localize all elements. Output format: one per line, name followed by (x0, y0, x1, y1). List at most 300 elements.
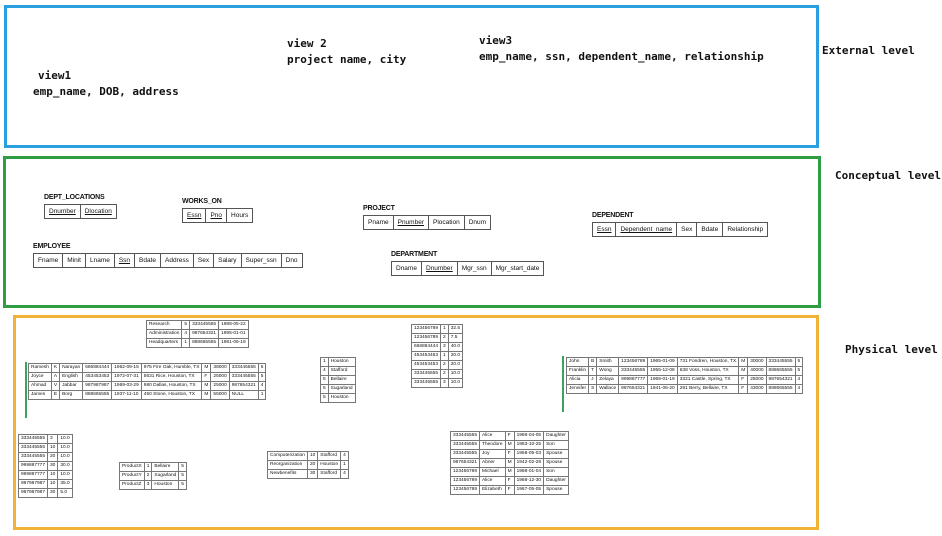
view1 (33, 68, 179, 100)
table-cell: F (739, 385, 748, 394)
table-cell: Zelaya (597, 376, 619, 385)
entity-attribute: Bdate (134, 253, 161, 268)
table-row (567, 367, 803, 376)
table-cell: 333445555 (19, 435, 48, 444)
table-row (29, 364, 266, 373)
table-cell: 1986-04-05 (514, 432, 544, 441)
entity-attribute: Essn (182, 208, 206, 223)
table-cell: K (51, 364, 59, 373)
entity-attribute: Dlocation (80, 204, 117, 219)
table-cell: John (567, 358, 589, 367)
entity-department (391, 251, 544, 276)
table-cell: 450 Stone, Houston, TX (141, 391, 202, 400)
table-cell: 40.0 (448, 343, 462, 352)
view1-attributes: emp_name, DOB, address (33, 85, 179, 98)
table-row (29, 373, 266, 382)
table-cell: Theodore (480, 441, 506, 450)
table-cell: 25000 (211, 373, 229, 382)
table-cell: 333445555 (229, 364, 258, 373)
table-cell: 888665555 (766, 367, 795, 376)
table-cell: 3 (441, 379, 449, 388)
table-cell: T (589, 367, 597, 376)
table-row (147, 321, 249, 330)
entity-attribute: Pnumber (393, 215, 429, 230)
table-cell: Administration (147, 330, 182, 339)
table-cell: M (505, 468, 514, 477)
table-cell: 333445555 (451, 441, 480, 450)
table-row (451, 432, 569, 441)
table-cell: 123456789 (451, 468, 480, 477)
table-cell: Smith (597, 358, 619, 367)
table-cell: Spouse (544, 459, 569, 468)
table-cell: Daughter (544, 432, 569, 441)
table-cell: 987654321 (766, 376, 795, 385)
table-row (412, 334, 463, 343)
table-cell: 5 (179, 481, 187, 490)
employee-data-table (28, 363, 266, 400)
table-cell: 3321 Castle, Spring, TX (677, 376, 738, 385)
table-cell: Joy (480, 450, 506, 459)
table-cell: V (51, 382, 59, 391)
entity-employee (33, 243, 303, 268)
table-cell: 123456789 (619, 358, 648, 367)
table-cell: 5 (321, 394, 329, 403)
table-cell: 1 (258, 391, 266, 400)
table-cell: 2 (144, 472, 152, 481)
table-cell: Wallace (597, 385, 619, 394)
entity-attribute: Super_ssn (241, 253, 282, 268)
table-row (412, 352, 463, 361)
table-cell: 1958-05-03 (514, 450, 544, 459)
table-row (120, 481, 187, 490)
table-cell: English (60, 373, 83, 382)
table-cell: 1 (182, 339, 190, 348)
table-cell: 333445555 (451, 450, 480, 459)
entity-attribute: Dnumber (44, 204, 81, 219)
table-row (120, 472, 187, 481)
table-cell: Stafford (328, 367, 355, 376)
table-cell: Sugarland (328, 385, 355, 394)
table-cell: 10.0 (58, 444, 72, 453)
table-cell: E (51, 391, 59, 400)
table-cell: 55000 (211, 391, 229, 400)
view2 (287, 36, 406, 68)
table-cell: 10.0 (58, 435, 72, 444)
table-cell: Son (544, 468, 569, 477)
table-row (451, 468, 569, 477)
table-cell: ProductY (120, 472, 145, 481)
entity-name: WORKS_ON (182, 198, 222, 205)
entity-attribute: Sex (676, 222, 697, 237)
table-row (29, 391, 266, 400)
table-cell: M (739, 367, 748, 376)
table-cell: 2 (441, 334, 449, 343)
table-row (120, 463, 187, 472)
table-cell: Jennifer (567, 385, 589, 394)
entity-attribute: Pno (205, 208, 227, 223)
employee-data-table-2 (566, 357, 803, 394)
table-cell: Abner (480, 459, 506, 468)
table-cell: 123456789 (412, 334, 441, 343)
table-cell: NULL (229, 391, 258, 400)
table-row (147, 330, 249, 339)
table-cell: Ahmad (29, 382, 52, 391)
external-level-label: External level (822, 44, 915, 57)
table-row (19, 435, 73, 444)
table-cell: Wong (597, 367, 619, 376)
table-cell: 333445555 (190, 321, 219, 330)
table-row (567, 358, 803, 367)
table-cell: Alicia (567, 376, 589, 385)
table-cell: 333445555 (619, 367, 648, 376)
table-cell: 5 (321, 385, 329, 394)
table-cell: 123456789 (412, 325, 441, 334)
table-cell: 20.0 (448, 361, 462, 370)
table-cell: 987987987 (19, 480, 48, 489)
entity-attribute: Pname (363, 215, 394, 230)
table-row (19, 471, 73, 480)
table-cell: Stafford (318, 470, 341, 479)
table-cell: 30 (48, 489, 58, 498)
table-cell: 1988-05-22 (219, 321, 249, 330)
table-row (268, 452, 349, 461)
entity-name: DEPENDENT (592, 212, 634, 219)
table-cell: 453453453 (83, 373, 112, 382)
table-cell: 1 (441, 352, 449, 361)
table-cell: M (505, 441, 514, 450)
table-cell: 10 (307, 452, 317, 461)
table-cell: Ramesh (29, 364, 52, 373)
table-row (451, 459, 569, 468)
entity-attribute: Relationship (722, 222, 768, 237)
table-cell: M (505, 459, 514, 468)
table-cell: 30.0 (58, 462, 72, 471)
table-cell: 5 (258, 364, 266, 373)
table-cell: 5 (179, 463, 187, 472)
table-cell: 4 (321, 367, 329, 376)
table-cell: 987654321 (619, 385, 648, 394)
row-highlight-stripe (25, 362, 27, 418)
table-cell: 30000 (748, 358, 766, 367)
table-cell: S (589, 385, 597, 394)
table-row (321, 358, 356, 367)
table-row (321, 376, 356, 385)
table-cell: 1968-01-19 (648, 376, 678, 385)
view3-title: view3 (479, 34, 513, 47)
table-cell: 30 (48, 462, 58, 471)
entity-dept-locations (44, 194, 117, 219)
table-cell: 638 Voss, Houston, TX (677, 367, 738, 376)
table-row (412, 325, 463, 334)
table-cell: 3 (48, 435, 58, 444)
table-cell: Elizabeth (480, 486, 506, 495)
table-cell: Spouse (544, 486, 569, 495)
entity-dependent (592, 212, 768, 237)
table-cell: Joyce (29, 373, 52, 382)
table-cell: James (29, 391, 52, 400)
table-row (412, 343, 463, 352)
table-cell: 888665555 (83, 391, 112, 400)
entity-attributes (182, 208, 253, 223)
table-row (451, 450, 569, 459)
table-cell: 333445555 (451, 432, 480, 441)
table-cell: 4 (341, 470, 349, 479)
table-cell: 1995-01-01 (219, 330, 249, 339)
table-cell: J (589, 376, 597, 385)
entity-attribute: Fname (33, 253, 63, 268)
entity-attribute: Dno (281, 253, 303, 268)
table-row (412, 361, 463, 370)
table-cell: Franklin (567, 367, 589, 376)
table-row (268, 470, 349, 479)
table-cell: Narayan (60, 364, 83, 373)
table-cell: 5.0 (58, 489, 72, 498)
table-cell: Alice (480, 477, 506, 486)
table-cell: F (739, 376, 748, 385)
table-cell: 1 (144, 463, 152, 472)
table-cell: 4 (258, 382, 266, 391)
table-cell: ProductX (120, 463, 145, 472)
table-cell: Houston (318, 461, 341, 470)
table-cell: 5 (182, 321, 190, 330)
table-cell: B (589, 358, 597, 367)
entity-name: PROJECT (363, 205, 395, 212)
table-cell: Spouse (544, 450, 569, 459)
conceptual-level-label: Conceptual level (835, 169, 941, 182)
table-cell: 980 Dallas, Houston, TX (141, 382, 202, 391)
table-row (451, 477, 569, 486)
table-cell: 999887777 (19, 471, 48, 480)
view1-title: view1 (38, 69, 72, 82)
table-cell: 1 (341, 461, 349, 470)
table-cell: 4 (795, 385, 803, 394)
table-cell: 5 (179, 472, 187, 481)
entity-attribute: Essn (592, 222, 616, 237)
entity-attribute: Plocation (428, 215, 465, 230)
table-cell: ProductZ (120, 481, 145, 490)
table-cell: 1962-09-15 (112, 364, 142, 373)
entity-attribute: Dnumber (421, 261, 458, 276)
entity-attribute: Mgr_ssn (457, 261, 492, 276)
table-cell: 5 (795, 367, 803, 376)
table-cell: 3 (441, 343, 449, 352)
table-cell: F (505, 450, 514, 459)
table-cell: 999887777 (619, 376, 648, 385)
table-cell: 25000 (748, 376, 766, 385)
entity-attribute: Minit (62, 253, 86, 268)
table-cell: 10.0 (58, 453, 72, 462)
table-cell: 1988-12-30 (514, 477, 544, 486)
table-row (451, 441, 569, 450)
table-cell: Computerization (268, 452, 308, 461)
table-cell: 32.5 (448, 325, 462, 334)
table-cell: Borg (60, 391, 83, 400)
table-row (321, 385, 356, 394)
table-row (19, 462, 73, 471)
entity-name: EMPLOYEE (33, 243, 71, 250)
table-cell: 38000 (211, 364, 229, 373)
table-cell: 333445555 (412, 379, 441, 388)
table-cell: 10 (48, 471, 58, 480)
table-cell: Houston (152, 481, 179, 490)
view2-title: view 2 (287, 37, 327, 50)
table-row (321, 394, 356, 403)
entity-attribute: Dnum (464, 215, 491, 230)
entity-attribute: Address (160, 253, 194, 268)
table-cell: 999887777 (19, 462, 48, 471)
table-cell: 291 Berry, Bellaire, TX (677, 385, 738, 394)
entity-works-on (182, 198, 253, 223)
table-cell: 10.0 (58, 471, 72, 480)
table-row (19, 453, 73, 462)
table-cell: 333445555 (412, 370, 441, 379)
table-cell: 4 (182, 330, 190, 339)
table-cell: 666884444 (412, 343, 441, 352)
table-cell: Sugarland (152, 472, 179, 481)
table-cell: Bellaire (328, 376, 355, 385)
table-cell: Stafford (318, 452, 341, 461)
table-cell: 10.0 (448, 370, 462, 379)
table-row (412, 370, 463, 379)
table-cell: 20 (307, 461, 317, 470)
table-cell: 20 (48, 453, 58, 462)
table-row (29, 382, 266, 391)
table-cell: 987987987 (19, 489, 48, 498)
table-cell: F (505, 486, 514, 495)
table-cell: Headquarters (147, 339, 182, 348)
table-row (567, 376, 803, 385)
table-cell: 5 (321, 376, 329, 385)
table-cell: 4 (795, 376, 803, 385)
table-cell: 5 (258, 373, 266, 382)
table-row (451, 486, 569, 495)
table-cell: Reorganization (268, 461, 308, 470)
table-cell: F (505, 432, 514, 441)
table-cell: 1981-06-19 (219, 339, 249, 348)
view2-attributes: project name, city (287, 53, 407, 66)
table-cell: 1965-01-09 (648, 358, 678, 367)
table-cell: 987654321 (451, 459, 480, 468)
table-cell: Michael (480, 468, 506, 477)
table-cell: 1937-11-10 (112, 391, 142, 400)
table-cell: 43000 (748, 385, 766, 394)
table-cell: 40000 (748, 367, 766, 376)
table-cell: 2 (441, 370, 449, 379)
table-cell: 35.0 (58, 480, 72, 489)
table-cell: 1972-07-31 (112, 373, 142, 382)
row-highlight-stripe (562, 356, 564, 412)
table-row (321, 367, 356, 376)
table-row (412, 379, 463, 388)
entity-attributes (44, 204, 117, 219)
table-cell: 1983-10-25 (514, 441, 544, 450)
table-cell: 666884444 (83, 364, 112, 373)
table-cell: M (202, 391, 211, 400)
table-cell: 333445555 (19, 444, 48, 453)
table-cell: 4 (341, 452, 349, 461)
table-cell: 1942-02-28 (514, 459, 544, 468)
table-cell: 123456789 (451, 486, 480, 495)
table-cell: 1 (321, 358, 329, 367)
table-cell: 975 Fire Oak, Humble, TX (141, 364, 202, 373)
table-cell: 731 Fondren, Houston, TX (677, 358, 738, 367)
project-data-table (119, 462, 187, 490)
table-cell: Alice (480, 432, 506, 441)
table-cell: 888665555 (190, 339, 219, 348)
table-cell: 987654321 (190, 330, 219, 339)
entity-attribute: Lname (85, 253, 115, 268)
table-row (19, 444, 73, 453)
table-cell: 25000 (211, 382, 229, 391)
table-cell: 5631 Rice, Houston, TX (141, 373, 202, 382)
entity-attribute: Salary (213, 253, 241, 268)
table-row (147, 339, 249, 348)
table-row (19, 480, 73, 489)
physical-level-label: Physical level (845, 343, 938, 356)
entity-attribute: Sex (193, 253, 214, 268)
entity-name: DEPARTMENT (391, 251, 438, 258)
table-cell: Newbenefits (268, 470, 308, 479)
table-cell: 10 (48, 480, 58, 489)
entity-attributes (363, 215, 491, 230)
table-cell: Research (147, 321, 182, 330)
table-cell: 1955-12-08 (648, 367, 678, 376)
table-cell: 333445555 (766, 358, 795, 367)
table-cell: F (505, 477, 514, 486)
table-cell: 888665555 (766, 385, 795, 394)
entity-attribute: Bdate (696, 222, 723, 237)
entity-project (363, 205, 491, 230)
table-cell: 987987987 (83, 382, 112, 391)
entity-attributes (391, 261, 544, 276)
table-cell: 333445555 (229, 373, 258, 382)
table-cell: 30 (307, 470, 317, 479)
table-cell: M (202, 364, 211, 373)
table-cell: Houston (328, 394, 355, 403)
entity-attribute: Ssn (114, 253, 135, 268)
table-cell: 1941-06-20 (648, 385, 678, 394)
entity-attribute: Hours (226, 208, 253, 223)
table-cell: M (739, 358, 748, 367)
table-cell: 1967-05-05 (514, 486, 544, 495)
table-cell: 987654321 (229, 382, 258, 391)
table-cell: Bellaire (152, 463, 179, 472)
table-cell: Houston (328, 358, 355, 367)
dept-locations-data-table (320, 357, 356, 403)
entity-attribute: Dependent_name (615, 222, 677, 237)
dependent-data-table (450, 431, 569, 495)
table-cell: 10 (48, 444, 58, 453)
table-cell: M (202, 382, 211, 391)
entity-name: DEPT_LOCATIONS (44, 194, 105, 201)
entity-attribute: Dname (391, 261, 422, 276)
table-cell: F (202, 373, 211, 382)
table-cell: A (51, 373, 59, 382)
table-cell: Son (544, 441, 569, 450)
table-cell: 453453453 (412, 361, 441, 370)
table-cell: 1969-03-29 (112, 382, 142, 391)
table-cell: 2 (441, 361, 449, 370)
table-cell: 10.0 (448, 379, 462, 388)
table-cell: 1988-01-04 (514, 468, 544, 477)
table-row (268, 461, 349, 470)
table-row (567, 385, 803, 394)
table-cell: 123456789 (451, 477, 480, 486)
entity-attributes (592, 222, 768, 237)
table-cell: 453453453 (412, 352, 441, 361)
project-data-table-2 (267, 451, 349, 479)
table-cell: 7.5 (448, 334, 462, 343)
